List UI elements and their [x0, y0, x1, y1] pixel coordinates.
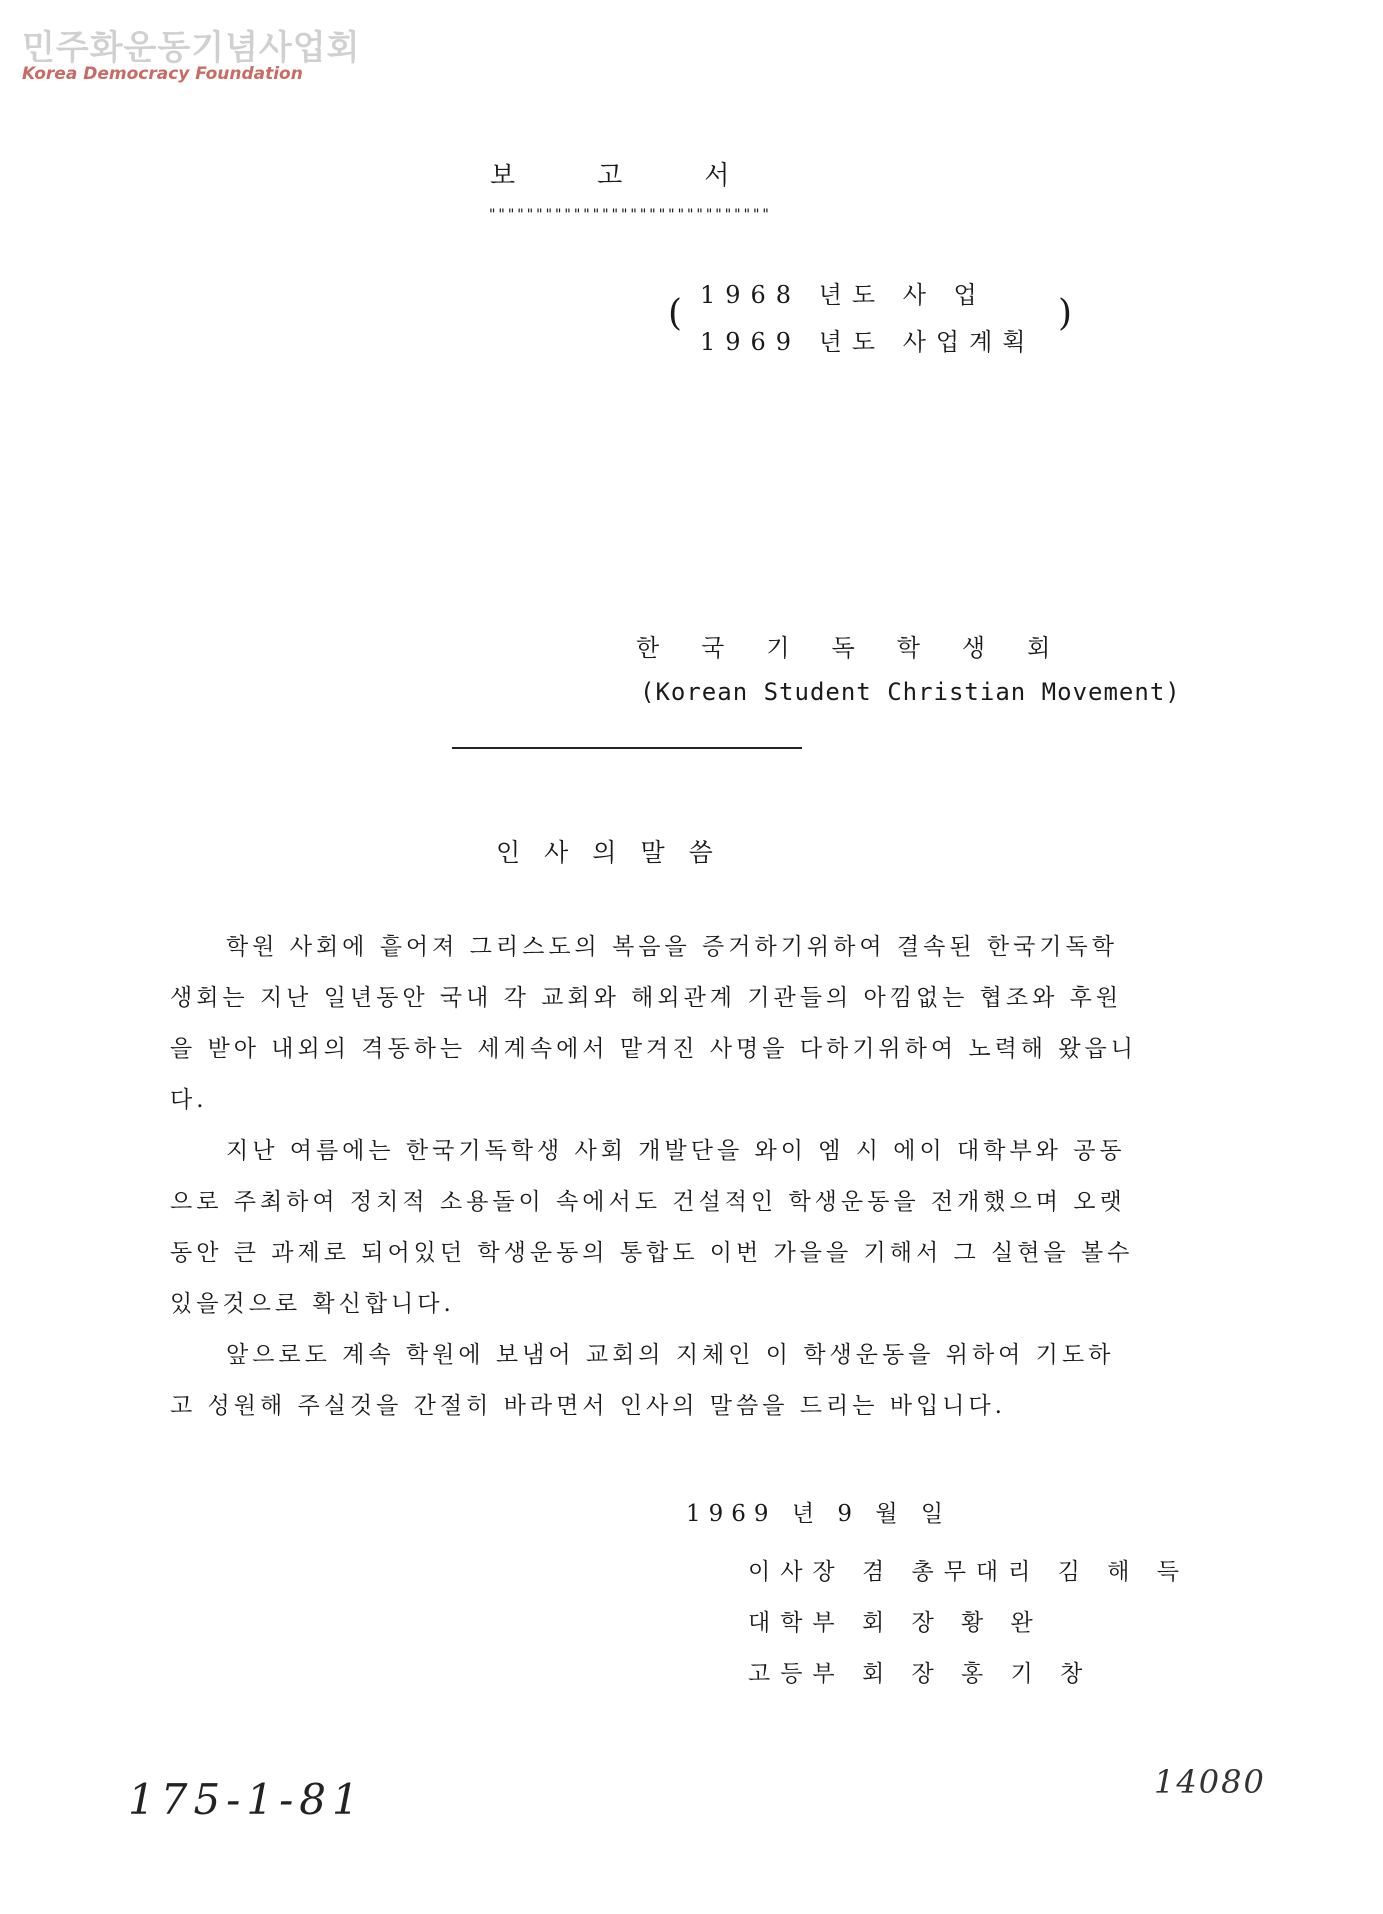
plan-close-paren: ) [1058, 293, 1073, 334]
handwritten-page-number: 14080 [1154, 1763, 1266, 1801]
watermark-english: Korea Democracy Foundation [22, 64, 303, 84]
paragraph: 학원 사회에 흩어져 그리스도의 복음을 증거하기위하여 결속된 한국기독학생회는 지난 일년동안 국내 각 교회와 해외관계 기관들의 아낌없는 협조와 후원을 받아 내외의 격동하는 세계속에서 맡겨진 사명을 다하기위하여 노력해 왔읍니다. [170, 934, 1137, 1113]
signatory-highschool-president: 고등부 회 장 홍 기 창 [748, 1661, 1093, 1687]
greeting-body [170, 922, 1140, 1432]
organization-name-english: (Korean Student Christian Movement) [640, 678, 1181, 706]
paragraph: 지난 여름에는 한국기독학생 사회 개발단을 와이 엠 시 에이 대학부와 공동으로 주최하여 정치적 소용돌이 속에서도 건설적인 학생운동을 전개했으며 오랫동안 큰 과제로 되어있던 학생운동의 통합도 이번 가을을 기해서 그 실현을 볼수있을것으로 확신합니다. [170, 1138, 1134, 1317]
plan-line-1969: 1969 년도 사업계획 [700, 328, 1036, 356]
watermark-korean: 민주화운동기념사업회 [22, 28, 361, 68]
signatory-chairman: 이사장 겸 총무대리 김 해 득 [748, 1559, 1189, 1585]
organization-name-korean: 한국기독학생회 [636, 634, 1093, 662]
ditto-marks: """""""""""""""""""""""""""""" [488, 207, 771, 223]
plan-open-paren: ( [668, 293, 683, 334]
plan-line-1968: 1968 년도 사 업 [700, 281, 987, 309]
greeting-title: 인사의말씀 [496, 838, 737, 867]
paragraph: 앞으로도 계속 학원에 보냄어 교회의 지체인 이 학생운동을 위하여 기도하고 성원해 주실것을 간절히 바라면서 인사의 말씀을 드리는 바입니다. [170, 1342, 1115, 1419]
document-title: 보고서 [490, 161, 812, 191]
signatory-university-president: 대학부 회 장 황 완 [748, 1610, 1043, 1636]
divider-rule [452, 747, 802, 749]
handwritten-archive-number: 175-1-81 [128, 1775, 365, 1824]
document-date: 1969 년 9 월 일 [686, 1501, 952, 1527]
